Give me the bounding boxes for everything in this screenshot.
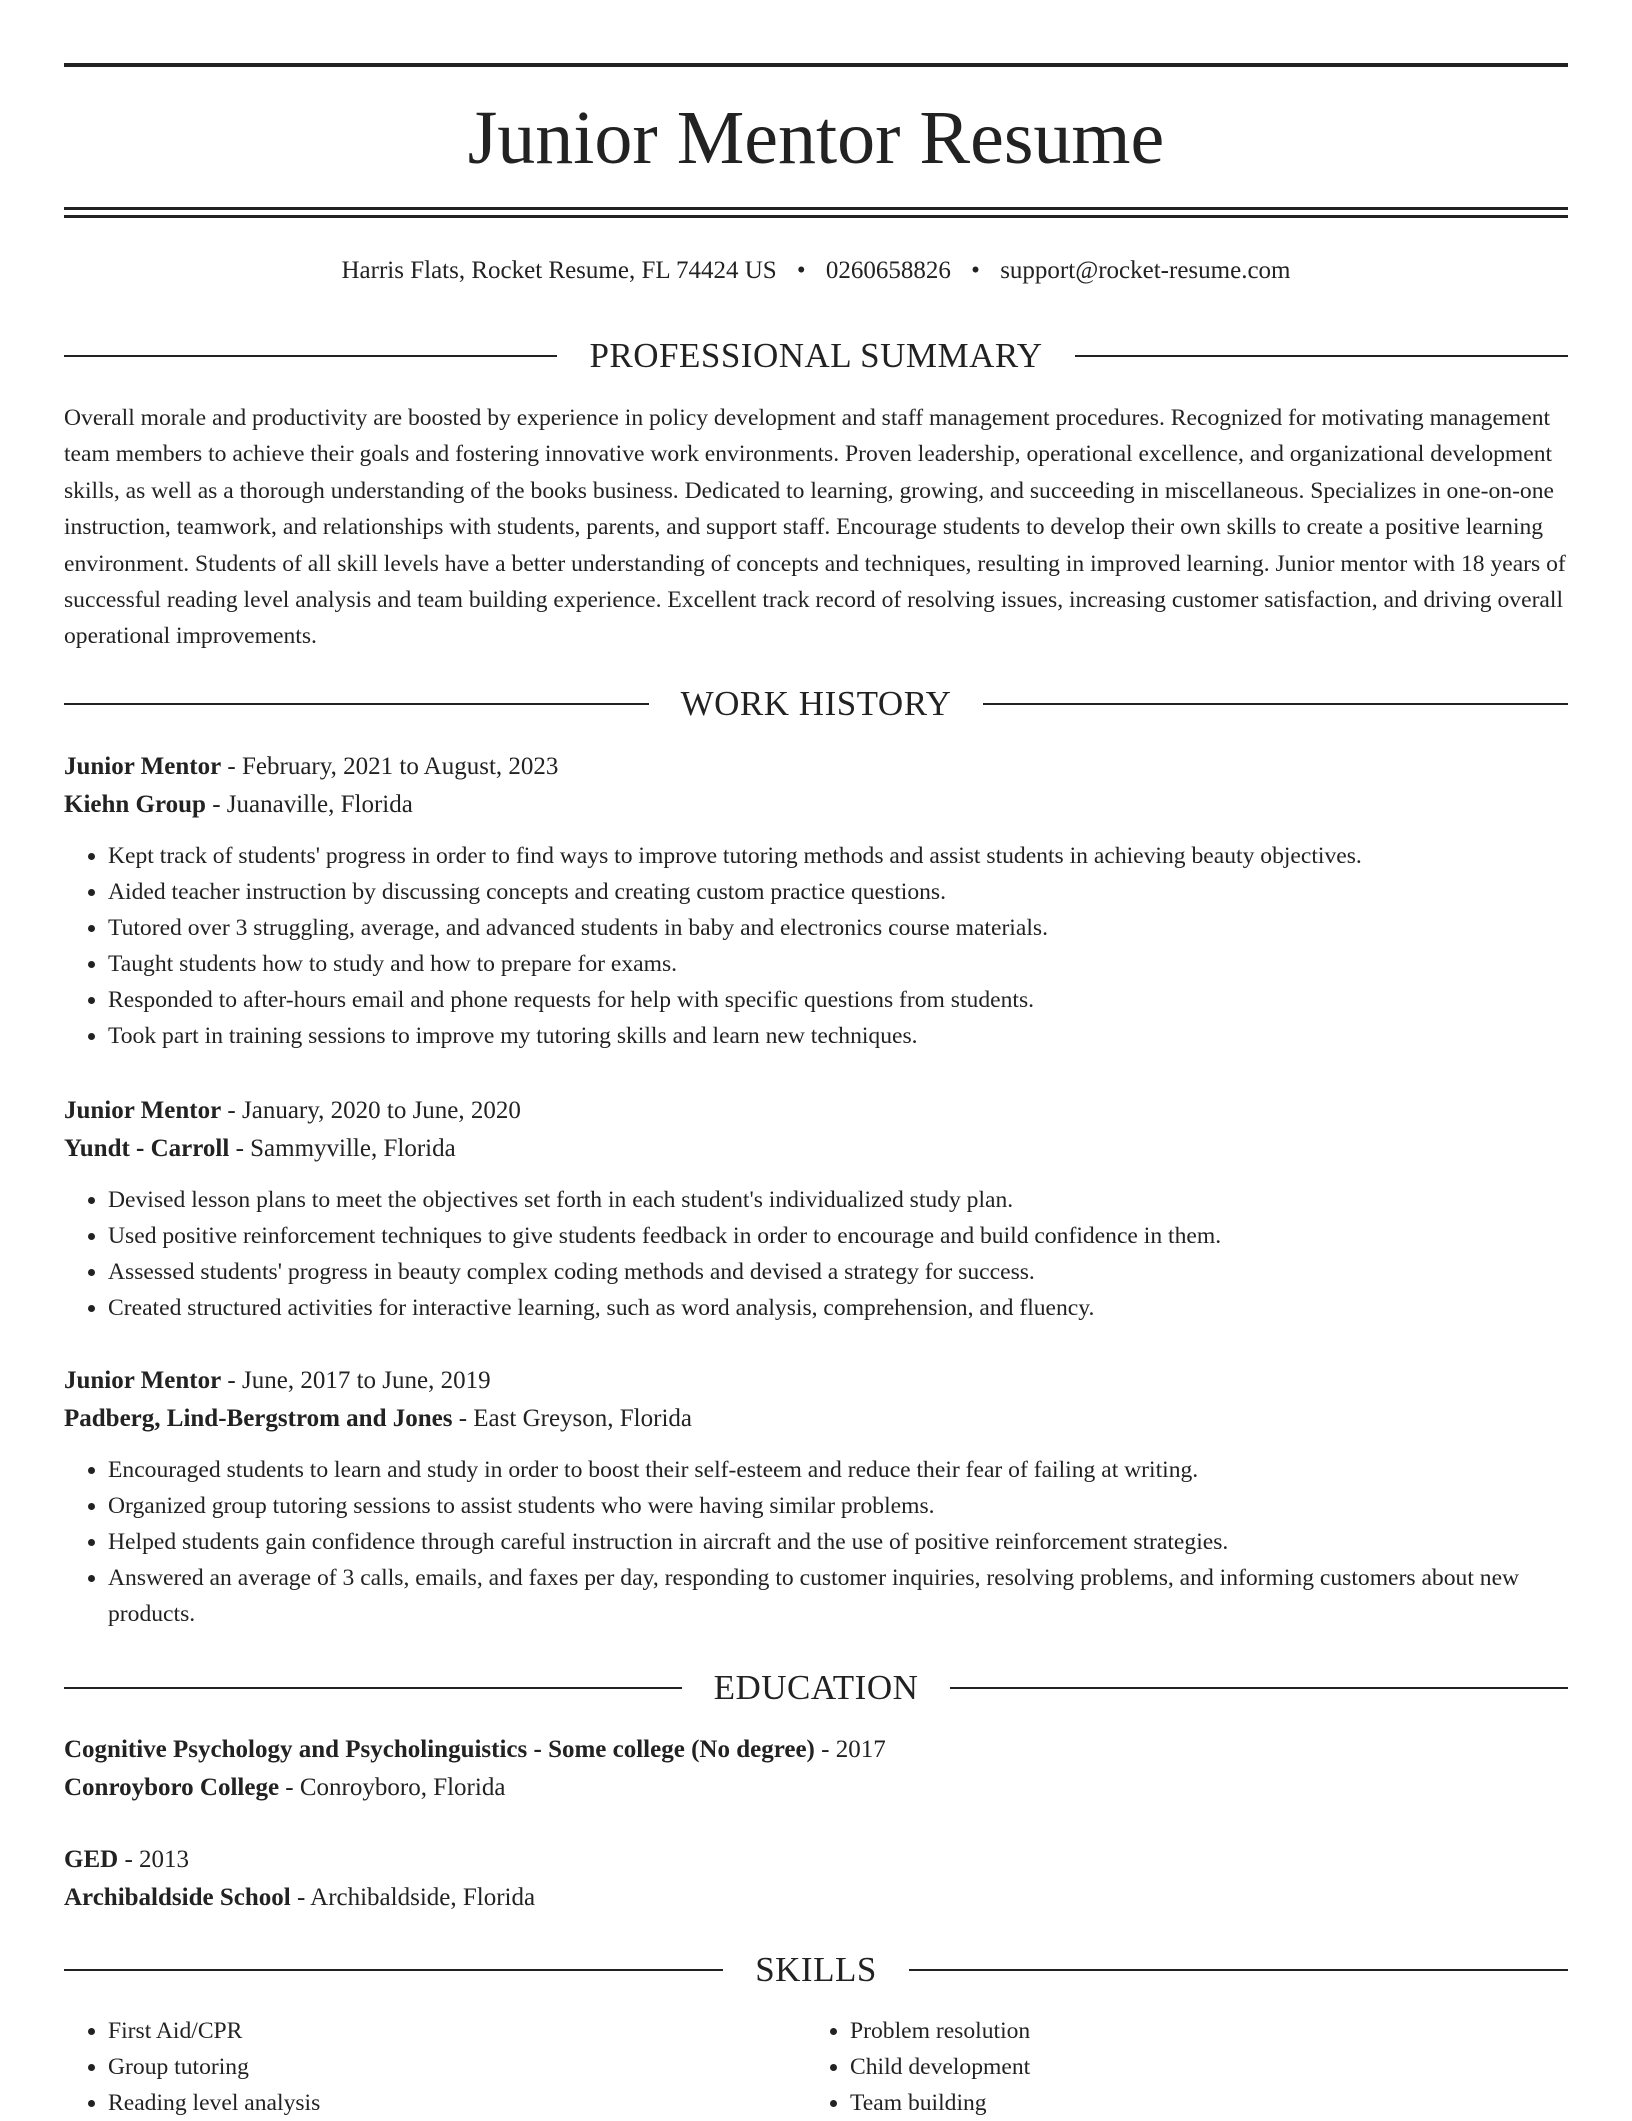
job-bullet: • Tutored over 3 struggling, average, and advanced students in baby and electronics course materials. <box>108 910 1568 946</box>
section-title: EDUCATION <box>713 1668 919 1707</box>
job-bullet: • Responded to after-hours email and phone requests for help with specific questions from students. <box>108 982 1568 1018</box>
section-title: WORK HISTORY <box>680 684 952 723</box>
section-title: PROFESSIONAL SUMMARY <box>589 336 1043 375</box>
section-rule <box>64 703 649 705</box>
job-company: Yundt - Carroll <box>64 1135 230 1162</box>
skill-item: • Reading level analysis <box>108 2085 806 2121</box>
job-location: - East Greyson, Florida <box>452 1405 692 1432</box>
job-bullet: • Used positive reinforcement techniques to give students feedback in order to encourage and build confidence in them. <box>108 1218 1568 1254</box>
contact-phone: 0260658826 <box>825 257 951 284</box>
job-bullet: • Kept track of students' progress in order to find ways to improve tutoring methods and assist students in achieving beauty objectives. <box>108 838 1568 874</box>
education-degree-line <box>64 1841 1568 1879</box>
skill-item: • Problem resolution <box>850 2013 1548 2049</box>
skill-item: • Team building <box>850 2085 1548 2121</box>
job-bullet: • Answered an average of 3 calls, emails, and faxes per day, responding to customer inquiries, resolving problems, and informing customers about new products. <box>108 1560 1568 1632</box>
job-bullet: • Encouraged students to learn and study in order to boost their self-esteem and reduce their fear of failing at writing. <box>108 1452 1568 1488</box>
job-bullet: • Taught students how to study and how to prepare for exams. <box>108 946 1568 982</box>
job-dates: - February, 2021 to August, 2023 <box>221 753 559 780</box>
job-dates: - June, 2017 to June, 2019 <box>221 1367 491 1394</box>
job-bullets <box>64 1182 1568 1326</box>
job-location: - Juanaville, Florida <box>205 791 413 818</box>
title-rule-upper <box>64 207 1568 210</box>
section-rule <box>1075 355 1568 357</box>
job-company-line <box>64 1400 1568 1438</box>
contact-separator: • <box>971 257 980 284</box>
summary-text: Overall morale and productivity are boosted by experience in policy development and staff management procedures. Recognized for motivating management team members to achieve their goals and fostering innovative work environments. Proven leadership, operational excellence, and organizational development skills, as well as a thorough understanding of the books business. Dedicated to learning, growing, and succeeding in miscellaneous. Specializes in one-on-one instruction, teamwork, and relationships with students, parents, and support staff. Encourage students to develop their own skills to create a positive learning environment. Students of all skill levels have a better understanding of concepts and techniques, resulting in improved learning. Junior mentor with 18 years of successful reading level analysis and team building experience. Excellent track record of resolving issues, increasing customer satisfaction, and driving overall operational improvements. <box>64 405 1566 650</box>
top-rule <box>64 63 1568 67</box>
section-header-summary <box>64 334 1568 378</box>
job-bullet: • Aided teacher instruction by discussing concepts and creating custom practice questions. <box>108 874 1568 910</box>
education-location: - Conroyboro, Florida <box>279 1774 506 1801</box>
job-dates: - January, 2020 to June, 2020 <box>221 1097 521 1124</box>
section-title: SKILLS <box>755 1950 877 1989</box>
job-company: Kiehn Group <box>64 791 206 818</box>
education-degree-line <box>64 1731 1568 1769</box>
job-title: Junior Mentor <box>64 1367 222 1394</box>
skill-item: • Child development <box>850 2049 1548 2085</box>
job-bullets <box>64 838 1568 1054</box>
section-rule <box>909 1969 1568 1971</box>
job-company-line <box>64 1130 1568 1168</box>
education-degree: GED <box>64 1846 119 1873</box>
skills-column-left <box>64 2013 806 2121</box>
section-header-education <box>64 1666 1568 1710</box>
job-bullet: • Assessed students' progress in beauty complex coding methods and devised a strategy for success. <box>108 1254 1568 1290</box>
education-school-line <box>64 1879 1568 1917</box>
section-rule <box>983 703 1568 705</box>
contact-separator: • <box>796 257 806 284</box>
contact-line <box>64 254 1568 288</box>
education-school: Archibaldside School <box>64 1884 291 1911</box>
job-entry <box>64 1362 1568 1632</box>
job-bullet: • Took part in training sessions to improve my tutoring skills and learn new techniques. <box>108 1018 1568 1054</box>
job-bullet: • Helped students gain confidence through careful instruction in aircraft and the use of positive reinforcement strategies. <box>108 1524 1568 1560</box>
section-rule <box>64 1687 682 1689</box>
education-year: - 2013 <box>118 1846 190 1873</box>
job-company-line <box>64 786 1568 824</box>
section-rule <box>64 355 557 357</box>
skills-list <box>64 2013 1568 2121</box>
education-school: Conroyboro College <box>64 1774 280 1801</box>
job-title-line <box>64 1362 1568 1400</box>
skills-column-right <box>806 2013 1548 2121</box>
section-rule <box>950 1687 1568 1689</box>
section-rule <box>64 1969 723 1971</box>
job-title-line <box>64 1092 1568 1130</box>
education-year: - 2017 <box>814 1736 886 1763</box>
job-bullet: • Organized group tutoring sessions to assist students who were having similar problems. <box>108 1488 1568 1524</box>
job-company: Padberg, Lind-Bergstrom and Jones <box>64 1405 453 1432</box>
job-entry <box>64 1092 1568 1326</box>
skill-item: • First Aid/CPR <box>108 2013 806 2049</box>
education-entry <box>64 1841 1568 1917</box>
skill-item: • Group tutoring <box>108 2049 806 2085</box>
job-bullet: • Devised lesson plans to meet the objectives set forth in each student's individualized study plan. <box>108 1182 1568 1218</box>
section-header-skills <box>64 1948 1568 1992</box>
education-degree: Cognitive Psychology and Psycholinguistics - Some college (No degree) <box>64 1736 815 1763</box>
job-title: Junior Mentor <box>64 753 222 780</box>
section-header-work-history <box>64 682 1568 726</box>
job-bullets <box>64 1452 1568 1632</box>
job-title-line <box>64 748 1568 786</box>
job-title: Junior Mentor <box>64 1097 222 1124</box>
job-entry <box>64 748 1568 1054</box>
contact-address: Harris Flats, Rocket Resume, FL 74424 US <box>341 257 777 284</box>
job-location: - Sammyville, Florida <box>229 1135 456 1162</box>
title-rule-lower <box>64 215 1568 218</box>
education-location: - Archibaldside, Florida <box>290 1884 536 1911</box>
page-title: Junior Mentor Resume <box>467 96 1165 180</box>
education-school-line <box>64 1769 1568 1807</box>
job-bullet: • Created structured activities for interactive learning, such as word analysis, comprehension, and fluency. <box>108 1290 1568 1326</box>
education-entry <box>64 1731 1568 1807</box>
contact-email: support@rocket-resume.com <box>1000 257 1291 284</box>
